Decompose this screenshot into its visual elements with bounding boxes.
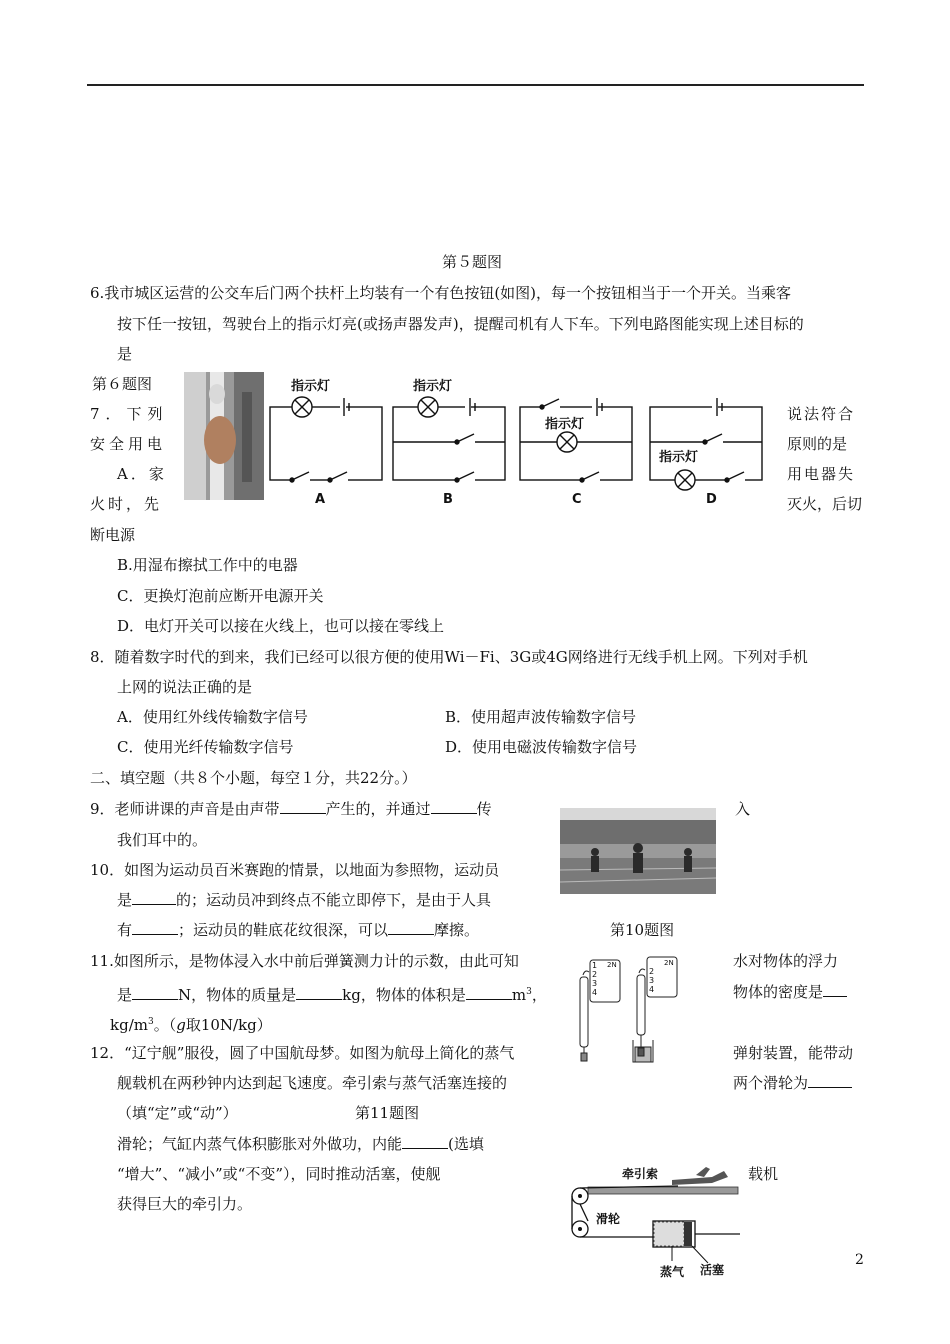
q8-line2: 上网的说法正确的是 <box>117 678 253 696</box>
scale1-ticks <box>592 961 597 997</box>
scale2-tick-3: 3 <box>649 976 655 985</box>
catapult-figure <box>560 1155 745 1285</box>
q10-blank1[interactable] <box>132 890 176 905</box>
q9-p4: 入 <box>735 800 751 818</box>
q12-line1: 12．“辽宁舰”服役，圆了中国航母梦。如图为航母上简化的蒸气 <box>90 1044 515 1062</box>
fig-label-pulley: 滑轮 <box>596 1212 621 1226</box>
q10-line1: 10．如图为运动员百米赛跑的情景，以地面为参照物，运动员 <box>90 861 500 879</box>
q7-d: D．电灯开关可以接在火线上，也可以接在零线上 <box>117 617 445 635</box>
q8-b: B．使用超声波传输数字信号 <box>445 708 637 726</box>
q11-blank2[interactable] <box>296 985 342 1000</box>
q11-blank3[interactable] <box>466 985 512 1000</box>
q11-l2a: 是 <box>117 986 133 1004</box>
q12-line6: 获得巨大的牵引力。 <box>117 1195 253 1213</box>
scale2-tick-4: 4 <box>649 985 655 994</box>
q12-line4b: (选填 <box>448 1135 484 1153</box>
q11-right2 <box>733 982 847 1002</box>
header-rule <box>87 84 864 86</box>
lamp-label-d: 指示灯 <box>659 450 699 465</box>
q10-l3b: ；运动员的鞋底花纹很深，可以 <box>178 921 389 939</box>
q8-d: D．使用电磁波传输数字信号 <box>445 738 638 756</box>
q10-l3a: 有 <box>117 921 133 939</box>
q11-blank1[interactable] <box>132 985 178 1000</box>
q12-line4 <box>117 1134 484 1154</box>
q12-blank1[interactable] <box>808 1073 852 1088</box>
q6-line1: 6.我市城区运营的公交车后门两个扶杆上均装有一个有色按钮(如图)，每一个按钮相当于一个开关。当乘客 <box>90 284 792 302</box>
q12-line4a: 滑轮；气缸内蒸气体积膨胀对外做功，内能 <box>117 1135 403 1153</box>
q10-l3c: 摩擦。 <box>434 921 480 939</box>
q6-line2: 按下任一按钮，驾驶台上的指示灯亮(或扬声器发声)，提醒司机有人下车。下列电路图能实现上述目标的 <box>117 315 804 333</box>
scale2-unit: 2N <box>664 959 674 967</box>
q7-b: B.用湿布擦拭工作中的电器 <box>117 556 298 574</box>
option-a-label: A <box>315 492 326 507</box>
fig-label-piston: 活塞 <box>700 1263 725 1277</box>
q11-right1: 水对物体的浮力 <box>733 952 839 970</box>
q11-l3c: 取10N/kg） <box>185 1016 272 1034</box>
scale2-tick-2: 2 <box>649 967 655 976</box>
q7-left2: 安全用电 <box>90 435 167 453</box>
q10-l2b: 的；运动员冲到终点不能立即停下，是由于人具 <box>176 891 492 909</box>
q10-line3 <box>117 920 479 940</box>
scale1-unit: 2N <box>607 961 617 969</box>
q5-caption: 第５题图 <box>442 253 503 271</box>
scale1-tick-4: 4 <box>592 988 598 997</box>
q9-p1: 9．老师讲课的声音是由声带 <box>90 800 280 818</box>
q7-right1: 说法符合 <box>787 405 856 423</box>
q12-blank2[interactable] <box>402 1134 448 1149</box>
q12-right5: 载机 <box>748 1165 779 1183</box>
fig-label-rope: 牵引索 <box>622 1167 659 1181</box>
q10-caption: 第10题图 <box>610 921 675 939</box>
option-b-label: B <box>443 492 453 507</box>
q11-line3: $kg/m^3$。（g取10N/kg） <box>110 1016 272 1034</box>
q11-line1: 11.如图所示，是物体浸入水中前后弹簧测力计的示数，由此可知 <box>90 952 519 970</box>
q11-l3b: 。（ <box>153 1016 177 1034</box>
lamp-label-c: 指示灯 <box>545 417 585 432</box>
q12-line5: “增大”、“减小”或“不变”），同时推动活塞，使舰 <box>117 1165 441 1183</box>
circuit-diagrams <box>265 372 785 512</box>
q9-p3: 传 <box>476 800 492 818</box>
q11-blank4[interactable] <box>823 982 847 997</box>
q7-right4: 灭火，后切 <box>787 495 863 513</box>
q9-blank1[interactable] <box>280 799 326 814</box>
q11-g: g <box>176 1016 186 1034</box>
q6-line3: 是 <box>117 345 133 363</box>
q10-blank3[interactable] <box>388 920 434 935</box>
q9-blank2[interactable] <box>431 799 477 814</box>
q11-l2d: m <box>511 986 527 1004</box>
q12-line3: （填“定”或“动”） <box>117 1104 238 1122</box>
q7-right2: 原则的是 <box>787 435 848 453</box>
bus-button-photo <box>184 372 264 500</box>
scale2-ticks <box>649 967 654 994</box>
lamp-label-b: 指示灯 <box>413 379 453 394</box>
q10-l2a: 是 <box>117 891 133 909</box>
spring-scale-figure <box>575 955 685 1067</box>
q8-c: C．使用光纤传输数字信号 <box>117 738 294 756</box>
q7-c: C．更换灯泡前应断开电源开关 <box>117 587 324 605</box>
q8-a: A．使用红外线传输数字信号 <box>117 708 308 726</box>
option-d-label: D <box>706 492 717 507</box>
q12-right2 <box>733 1073 852 1093</box>
q12-right1: 弹射装置，能带动 <box>733 1044 854 1062</box>
q11-l3a: kg/m <box>110 1016 148 1034</box>
q10-line2 <box>117 890 491 910</box>
q12-line2: 舰载机在两秒钟内达到起飞速度。牵引索与蒸气活塞连接的 <box>117 1074 508 1092</box>
q7-right3: 用电器失 <box>787 465 856 483</box>
page-number: 2 <box>855 1252 864 1268</box>
q7-left4: 火时，先 <box>90 495 163 513</box>
section2-heading: 二、填空题（共８个小题，每空１分，共22分。） <box>90 769 417 787</box>
option-c-label: C <box>572 492 582 507</box>
q11-caption: 第11题图 <box>355 1104 420 1122</box>
q9-p2: 产生的，并通过 <box>325 800 431 818</box>
fig-label-steam: 蒸气 <box>660 1265 685 1279</box>
q11-l2b: N，物体的质量是 <box>178 986 297 1004</box>
q10-blank2[interactable] <box>132 920 178 935</box>
lamp-label-a: 指示灯 <box>291 379 331 394</box>
q8-line1: 8．随着数字时代的到来，我们已经可以很方便的使用Wi－Fi、3G或4G网络进行无线手机上网。下列对手机 <box>90 648 808 666</box>
q7-left3: A．家 <box>117 465 167 483</box>
q6-caption: 第６题图 <box>92 375 153 393</box>
scale1-tick-1: 1 <box>592 961 598 970</box>
q9-line1 <box>90 799 492 819</box>
q7-left1: 7．下列 <box>90 405 169 423</box>
q11-line2: 是 N，物体的质量是 kg，物体的体积是 $m^3$， <box>117 986 547 1004</box>
q7-a-cont: 断电源 <box>90 526 136 544</box>
scale1-tick-3: 3 <box>592 979 598 988</box>
q12-right2-text: 两个滑轮为 <box>733 1074 809 1092</box>
scale1-tick-2: 2 <box>592 970 598 979</box>
q11-l2c: kg，物体的体积是 <box>342 986 466 1004</box>
race-photo <box>560 808 716 894</box>
q9-line2: 我们耳中的。 <box>117 831 208 849</box>
q6-circuits <box>265 372 785 512</box>
q11-right2-text: 物体的密度是 <box>733 983 824 1001</box>
